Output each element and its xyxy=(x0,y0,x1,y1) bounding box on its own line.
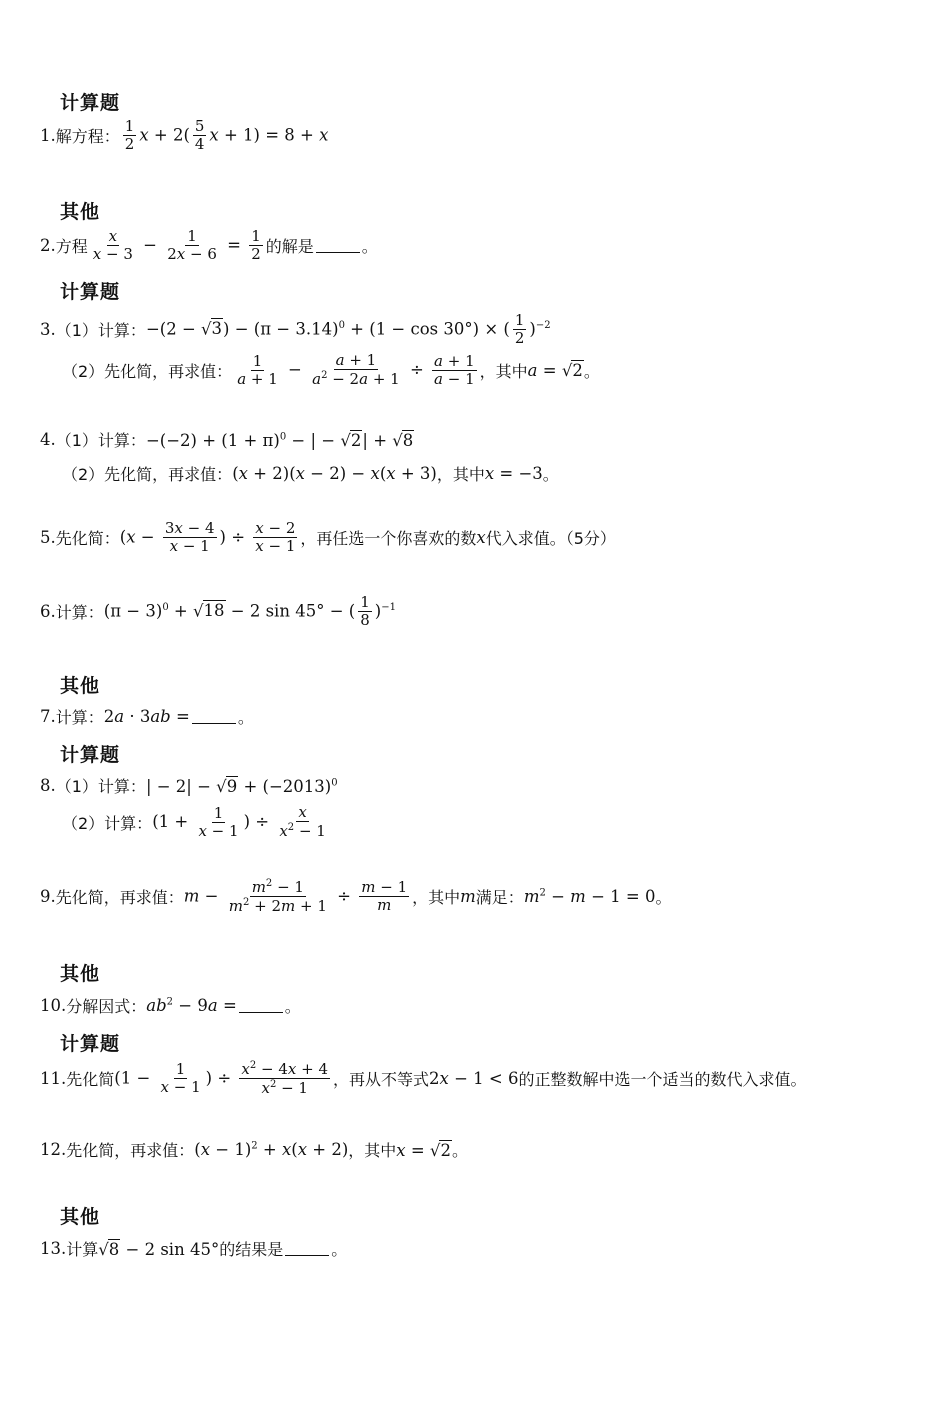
section-heading: 其他 xyxy=(60,1206,101,1228)
question-number: 2. xyxy=(40,236,56,256)
question-label: 先化简 xyxy=(66,1070,115,1090)
question-number: 7. xyxy=(40,707,56,726)
question-2 xyxy=(40,228,378,264)
question-12: 12. 先化简，再求值： $(x - 1)^2 + x(x + 2)$ ，其中 x = √2 。 xyxy=(40,1140,468,1160)
question-number: 1. xyxy=(40,126,56,146)
question-label: 方程 xyxy=(55,237,88,257)
question-number: 3. xyxy=(40,320,56,340)
punctuation: 。 xyxy=(284,997,301,1016)
question-10 xyxy=(40,994,301,1017)
answer-blank xyxy=(192,709,236,724)
question-number: 13. xyxy=(40,1239,67,1258)
question-label: 计算 xyxy=(66,1240,99,1259)
question-number: 6. xyxy=(40,602,56,622)
question-text: 满足： xyxy=(475,888,524,908)
question-1 xyxy=(40,118,328,154)
question-8-part-1 xyxy=(40,774,338,797)
question-3-part-1 xyxy=(40,312,551,348)
question-text: 的解是 xyxy=(265,237,314,257)
section-heading: 计算题 xyxy=(60,1033,121,1055)
question-13 xyxy=(40,1237,347,1260)
question-label: 解方程： xyxy=(55,127,120,147)
question-text: 代入求值。（5分） xyxy=(485,529,616,549)
section-heading: 其他 xyxy=(60,675,101,697)
question-7 xyxy=(40,705,254,728)
question-number: 5. xyxy=(40,528,56,548)
expression-13: √8 − 2 sin 45° xyxy=(98,1239,220,1259)
question-4-part-1 xyxy=(40,428,414,451)
question-text: ，其中 xyxy=(412,888,461,908)
section-heading: 其他 xyxy=(60,201,101,223)
question-text: ，其中 xyxy=(348,1141,397,1160)
question-label: 计算： xyxy=(55,708,104,727)
question-label: （2）先化简，再求值： xyxy=(62,361,233,381)
question-5: 5. 先化简： (x − $\frac{3x - 4}{x - 1}$ ) ÷ $\frac{x - 2}{x - 1}$ ，再任选一个你喜欢的数 x 代入求值。（5分） xyxy=(40,519,616,556)
question-11: 11. 先化简 (1 − $\frac{1}{x - 1}$ ) ÷ $\frac{x^2 - 4x + 4}{x^2 - 1}$ ，再从不等式 2x − 1 < 6 的正整数解中选一个适当的数代入求值。 xyxy=(40,1060,807,1098)
expression-11: (1 − $\frac{1}{x - 1}$ ) ÷ $\frac{x^2 - 4x + 4}{x^2 - 1}$ xyxy=(114,1060,329,1098)
question-label: 分解因式： xyxy=(66,997,147,1016)
question-number: 8. xyxy=(40,776,56,795)
expression-3-2: $\frac{1}{a + 1}$ − $\frac{a + 1}{a^2 - 2a + 1}$ ÷ $\frac{a + 1}{a - 1}$ xyxy=(237,351,475,389)
question-text: ，再任选一个你喜欢的数 xyxy=(300,529,477,549)
question-text: ，其中 xyxy=(479,361,528,381)
punctuation: 。 xyxy=(451,1141,468,1160)
answer-blank xyxy=(316,238,360,253)
answer-blank xyxy=(239,998,283,1013)
expression-12: $(x - 1)^2 + x(x + 2)$ xyxy=(194,1140,349,1159)
question-text: ，其中 xyxy=(436,465,485,484)
expression-4-2: (x + 2)(x − 2) − x(x + 3) xyxy=(232,464,437,483)
expression-6: $(\pi - 3)^0 + √18 - 2$ sin 45° − ( $\frac{1}{8}$ )$^{-1}$ xyxy=(103,593,396,630)
expression-8-1: | − $2| - √9 + (-2013)^0$ xyxy=(145,776,338,796)
expression-5: (x − $\frac{3x - 4}{x - 1}$ ) ÷ $\frac{x - 2}{x - 1}$ xyxy=(119,519,296,556)
punctuation: 。 xyxy=(237,708,254,727)
punctuation: 。 xyxy=(361,237,378,257)
expression-7: 2a · 3ab = xyxy=(103,707,190,726)
expression-3-1: $-(2 - √3) - (\pi - 3.14)^0 + (1 - \cos 30^\circ)$ × ( $\frac{1}{2}$ )$^{-2}$ xyxy=(145,311,551,348)
question-number: 11. xyxy=(40,1069,67,1089)
question-number: 12. xyxy=(40,1140,67,1159)
question-label: （1）计算： xyxy=(55,431,146,450)
punctuation: 。 xyxy=(542,465,559,484)
question-text: ，再从不等式 xyxy=(333,1070,430,1090)
expression-4-1: $-(-2) + (1 + \pi)^0$ − | − √2| + √8 xyxy=(145,430,414,450)
section-heading: 计算题 xyxy=(60,744,121,766)
question-label: （1）计算： xyxy=(55,321,146,341)
question-8-part-2 xyxy=(62,804,331,841)
punctuation: 。 xyxy=(655,888,672,908)
question-text: 的正整数解中选一个适当的数代入求值。 xyxy=(518,1070,807,1090)
expression-10: $ab^2 - 9a$ = xyxy=(146,996,237,1015)
question-3-part-2: （2）先化简，再求值： $\frac{1}{a + 1}$ − $\frac{a + 1}{a^2 - 2a + 1}$ ÷ $\frac{a + 1}{a - 1}$ ，其中 a = √2 。 xyxy=(62,351,600,389)
punctuation: 。 xyxy=(583,361,600,381)
question-number: 10. xyxy=(40,996,67,1015)
question-label: （2）先化简，再求值： xyxy=(62,465,233,484)
section-heading: 计算题 xyxy=(60,281,121,303)
question-text: 的结果是 xyxy=(219,1240,284,1259)
equation-2: $\frac{x}{x - 3}$ − $\frac{1}{2x - 6}$ = $\frac{1}{2}$ xyxy=(92,227,261,264)
question-4-part-2: （2）先化简，再求值： (x + 2)(x − 2) − x(x + 3) ，其中 x = −3 。 xyxy=(62,464,559,484)
question-label: （1）计算： xyxy=(55,777,146,796)
expression-9: m − $\frac{m^2 - 1}{m^2 + 2m + 1}$ ÷ $\frac{m - 1}{m}$ xyxy=(183,878,408,916)
question-label: 先化简： xyxy=(55,529,120,549)
question-number: 9. xyxy=(40,887,56,907)
expression-8-2: (1 + $\frac{1}{x - 1}$ ) ÷ $\frac{x}{x^2 - 1}$ xyxy=(152,803,326,841)
section-heading: 其他 xyxy=(60,963,101,985)
equation-1: $\frac{1}{2}$ x + 2( $\frac{5}{4}$ x + 1) = 8 + x xyxy=(124,117,329,154)
question-label: 计算： xyxy=(55,603,104,623)
section-heading: 计算题 xyxy=(60,92,121,114)
question-label: （2）计算： xyxy=(62,813,153,833)
question-label: 先化简，再求值： xyxy=(55,888,184,908)
question-6 xyxy=(40,594,396,630)
question-9: 9. 先化简，再求值： m − $\frac{m^2 - 1}{m^2 + 2m + 1}$ ÷ $\frac{m - 1}{m}$ ，其中 m 满足： $m^2 - m - 1 = 0$ 。 xyxy=(40,878,672,916)
question-label: 先化简，再求值： xyxy=(66,1141,195,1160)
punctuation: 。 xyxy=(331,1240,348,1259)
question-number: 4. xyxy=(40,430,56,449)
answer-blank xyxy=(285,1241,329,1256)
